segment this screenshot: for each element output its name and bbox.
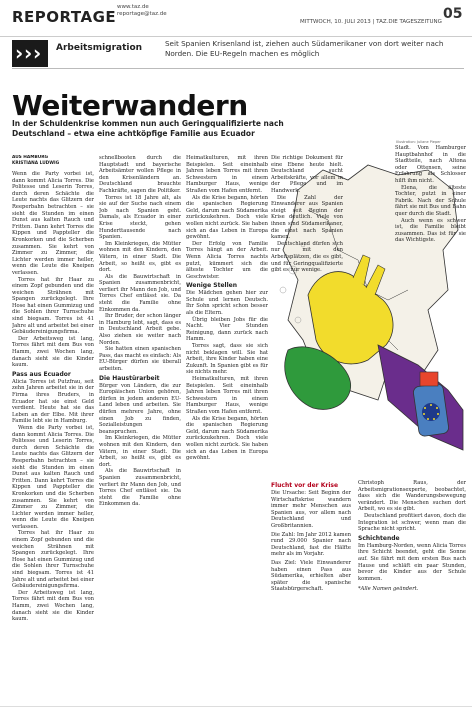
factbox-item: Das Ziel: Viele Einwanderer haben einen Pass aus Südamerika, erhielten aber später die spanische Staatsbürgerschaft. [271,559,351,593]
paragraph: Ihr Bruder, der schon länger in Hamburg lebt, sagt, dass es in Deutschland Arbeit gebe. Also ziehen sie weiter nach Norden. [99,313,181,346]
paragraph: Deutschland dürfen sich nur mit den Arbeitsplätzen, die es gibt, und für Geringqualifizierte gibt es nur wenige. [271,240,343,274]
factbox-item: Die Ursache: Seit Beginn der Wirtschaftskrise wandern immer mehr Menschen aus Spanien aus, vor allem nach Deutschland und Großbritannien. [271,490,351,529]
paragraph: Torres sagt, dass sie sich nicht beklagen will. Sie hat Arbeit, ihre Kinder haben eine Zukunft. In Spanien gibt es für sie nichts mehr. [186,343,268,376]
paragraph: Christoph Raus, der Arbeitsmigrationsexperte, beobachtet, dass sich die Wanderungsbewegung verändert. Die Menschen suchen dort Arbeit, wo es sie gibt. [358,480,466,513]
paragraph: Die richtige Dokument für eine Ebene heute hielt. Deutschland sucht Arbeitskräfte, vor allem in der Pflege und im Handwerk. [271,155,343,194]
paragraph: Torres hat ihr Haar zu einem Zopf gebunden und die weichen Strähnen mit Spangen zurückgelegt. Ihre Hose hat einen Gummizug und die Sohlen ihrer Turnschuhe sind biegsam. Torres ist 41 Jahre alt und arbeitet bei einer Gebäudereinigungsfirma. [12,530,94,590]
paragraph: Übrig bleiben Jobs für die Nacht. Vier Stunden Reinigung, dann zurück nach Hamm. [186,316,268,343]
paragraph: Als die Krise begann, hörten die spanischen Regierung Geld, darum nach Südamerika zurückzukehren. Doch viele wollen nicht zurück. Sie haben sich an das Leben in Europa gewöhnt. [186,194,268,241]
paragraph: Die Mädchen gehen hier zur Schule und lernen Deutsch. Ihr Sohn spricht schon besser als die Eltern. [186,290,268,317]
paper-name: TAZ.DIE TAGESZEITUNG [376,19,442,25]
crosshead: Wenige Stellen [186,282,237,290]
byline: AUS HAMBURG KRISTIANA LUDWIG [12,155,60,166]
paragraph: Als die Bauwirtschaft in Spanien zusammenbricht, verliert ihr Mann den Job, und Torres Chef entlässt sie. Da steht die Familie ohne Einkommen da. [99,273,181,313]
paragraph: Bürger von Ländern, die zur Europäischen Union gehören, dürfen in jedem anderen EU-Land leben und arbeiten. Sie dürfen mehrere Jahre, ohne einen Job zu finden, Sozialleistungen beanspruchen. [99,382,181,435]
section-title: REPORTAGE [12,8,117,26]
date: MITTWOCH, 10. JULI 2013 [300,19,371,25]
factbox [271,480,351,703]
paragraph: Wenn die Party vorbei ist, dann kommt Alicia Torres. Die Politesse und Leserin Torres, durch deren Schächte die Leute nachts das Glitzern der Reeperbahn betrachten – sie sieht die Stunden im einen Dunst aus kalten Rauch und Fritten. Dann kehrt Torres die Kippen und Pappteller die Kronkorken und die Scherben zusammen. Sie kehrt von Zimmer zu Zimmer, die Lichter werden immer heller, wenn die Leute die Kneipen verlassen. [12,171,94,276]
factbox-title: Flucht vor der Krise [271,482,339,489]
article-column-5 [395,145,466,345]
paragraph: Elena, die älteste Tochter, putzt in einer Fabrik. Nach der Schule fährt sie mit Bus und Bahn quer durch die Stadt. [395,184,466,217]
page-bottom-rule [0,706,472,707]
paragraph: Torres ist 18 Jahre alt, als sie auf der Suche nach einem Job nach Spanien geht. Damals, als Ecuador in einer Krise steckt, gehen Hunderttausende nach Spanien. [99,194,181,241]
divider [12,68,464,69]
article-column-2 [99,155,181,703]
paragraph: schnellbooten durch die Hauptstadt und bayerische Arbeitsämter wollen Pflege in den Krisenländern an. Deutschland brauchte Fachkräfte, sagen die Politiker. [99,155,181,194]
masthead-bar [0,0,472,37]
dateline: MITTWOCH, 10. JULI 2013 | TAZ.DIE TAGESZEITUNG [300,19,442,25]
website-link[interactable]: www.taz.de [117,4,149,10]
article-column-1 [12,155,94,703]
article-column-3 [186,155,268,703]
article-column-6 [358,480,466,703]
crosshead: Die Haustürarbeit [99,374,160,382]
taz-logo-icon: › › › [12,40,48,67]
paragraph: Alicia Torres ist Putzfrau, seit zehn Jahren arbeitet sie in der Firma ihres Bruders, in Ecuador hat sie einst Geld verdient. Heute hat sie das Leben an der Elbe. Mit ihrer Familie lebt sie in Hamburg. [12,378,94,425]
paragraph: Der Arbeitsweg ist lang, Torres fährt mit dem Bus von Hamm, zwei Wochen lang, danach sieht sie die Kinder kaum. [12,335,94,369]
paragraph: Sie hatten einen spanischen Pass, das macht es einfach: Als EU-Bürger dürfen sie überall arbeiten. [99,346,181,372]
factbox-item: Die Zahl: Im Jahr 2012 kamen rund 29.000 Spanier nach Deutschland, fast die Hälfte mehr als im Vorjahr. [271,531,351,558]
email-link[interactable]: reportage@taz.de [117,11,167,17]
subsection-title: Arbeitsmigration [56,43,143,53]
crosshead: Schichtende [358,534,400,542]
teaser-text: Seit Spanien Krisenland ist, ziehen auch Südamerikaner von dort weiter nach Norden. Die EU-Regeln machen es möglich [165,39,444,58]
footnote: *Alle Namen geändert. [358,586,419,593]
paragraph: Als die Bauwirtschaft in Spanien zusammenbricht, verliert ihr Mann den Job, und Torres Chef entlässt sie. Da steht die Familie ohne Einkommen da. [99,468,181,508]
paragraph: Der Erfolg von Familie Torres hängt an der Arbeit. Wenn Alicia Torres nachts putzt, kümmert sich die älteste Tochter um die Geschwister. [186,240,268,280]
contact-info [117,4,177,18]
subheadline: In der Schuldenkrise kommen nun auch Geringqualifizierte nach Deutschland – etwa eine achtköpfige Familie aus Ecuador [12,119,284,138]
illustration-credit: Illustration: Juliane Pieper [396,140,441,144]
crosshead: Pass aus Ecuador [12,370,71,378]
paragraph: Stadt. Vom Hamburger Hauptbahnhof in die Stadtteile, nach Altona oder Ottensen, seine Erfahrung als Schlosser hilft ihm nicht. [395,145,466,184]
headline: Weiterwandern [12,89,248,122]
paragraph: Der Arbeitsweg ist lang, Torres fährt mit dem Bus von Hamm, zwei Wochen lang, danach sieht sie die Kinder kaum. [12,589,94,623]
article-column-4 [271,155,343,475]
paragraph: Heimatkulturen, mit ihren Beispielen. Seit eineinhalb Jahren leben Torres mit ihren Schwestern in einem Hamburger Haus, wenige Straßen vom Hafen entfernt. [186,155,268,194]
paragraph: Torres hat ihr Haar zu einem Zopf gebunden und die weichen Strähnen mit Spangen zurückgelegt. Ihre Hose hat einen Gummizug und die Sohlen ihrer Turnschuhe sind biegsam. Torres ist 41 Jahre alt und arbeitet bei einer Gebäudereinigungsfirma. [12,276,94,336]
paragraph: Die Zahl der Einwanderer aus Spanien steigt seit Beginn der Krise deutlich. Viele von ihnen sind Südamerikaner, die einst nach Spanien kamen. [271,194,343,241]
paragraph: Auch wenn es schwer ist, die Familie bleibt zusammen. Das ist für sie das Wichtigste. [395,217,466,244]
paragraph: Wenn die Party vorbei ist, dann kommt Alicia Torres. Die Politesse und Leserin Torres, durch deren Schächte die Leute nachts das Glitzern der Reeperbahn betrachten – sie sieht die Stunden im einen Dunst aus kalten Rauch und Fritten. Dann kehrt Torres die Kippen und Pappteller die Kronkorken und die Scherben zusammen. Sie kehrt von Zimmer zu Zimmer, die Lichter werden immer heller, wenn die Leute die Kneipen verlassen. [12,424,94,530]
page-number: 05 [443,6,463,22]
paragraph: Heimatkulturen, mit ihren Beispielen. Seit eineinhalb Jahren leben Torres mit ihren Schwestern in einem Hamburger Haus, wenige Straßen vom Hafen entfernt. [186,376,268,415]
paragraph: Im Kleinkriegen, die Mütter wohnen mit den Kindern, den Vätern, in einer Stadt. Die Arbeit, so heißt es, gibt es dort. [99,435,181,468]
paragraph: Deutschland profitiert davon, doch die Integration ist schwer, wenn man die Sprache nicht spricht. [358,512,466,533]
paragraph: Als die Krise begann, hörten die spanischen Regierung Geld, darum nach Südamerika zurückzukehren. Doch viele wollen nicht zurück. Sie haben sich an das Leben in Europa gewöhnt. [186,415,268,462]
paragraph: Im Kleinkriegen, die Mütter wohnen mit den Kindern, den Vätern, in einer Stadt. Die Arbeit, so heißt es, gibt es dort. [99,240,181,274]
paragraph: Im Hamburg-Norden, wenn Alicia Torres ihre Schicht beendet, geht die Sonne auf. Sie fährt mit dem ersten Bus nach Hause und schläft ein paar Stunden, bevor die Kinder aus der Schule kommen. [358,542,466,582]
